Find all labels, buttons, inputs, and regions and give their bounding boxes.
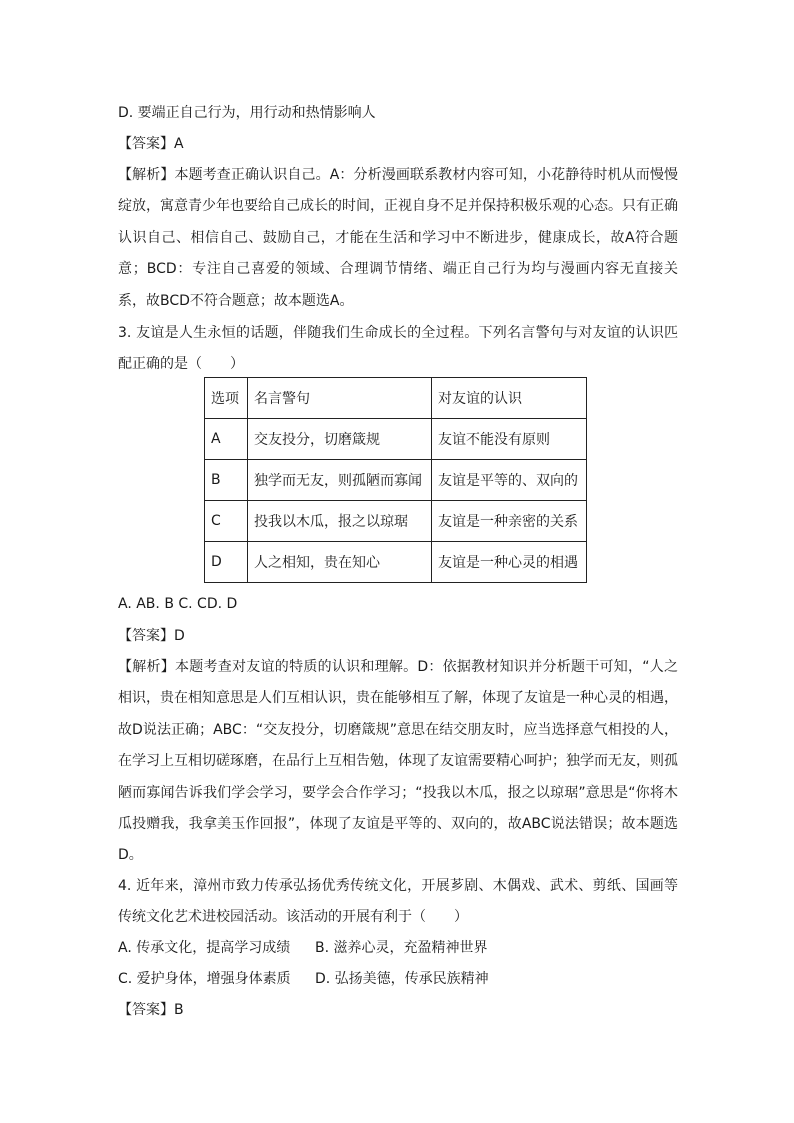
table-cell: 交友投分，切磨箴规 xyxy=(248,419,432,460)
table-cell: B xyxy=(205,460,248,501)
q3-stem: 3. 友谊是人生永恒的话题，伴随我们生命成长的全过程。下列名言警句与对友谊的认识匹配正确的是（ ） xyxy=(118,325,678,373)
q3-analysis: 【解析】本题考查对友谊的特质的认识和理解。D：依据教材知识并分析题干可知，“人之相识，贵在相知意思是人们互相认识，贵在能够相互了解，体现了友谊是一种心灵的相遇，故D说法正确；ABC：“交友投分，切磨箴规”意思在结交朋友时，应当选择意气相投的人，在学习上互相切磋琢磨，在品行上互相告勉，体现了友谊需要精心呵护；独学而无友，则孤陋而寡闻告诉我们学会学习，要学会合作学习；“投我以木瓜，报之以琼琚”意思是“你将木瓜投赠我，我拿美玉作回报”，体现了友谊是平等的、双向的，故ABC说法错误；故本题选D。 xyxy=(118,659,678,864)
q4-stem: 4. 近年来，漳州市致力传承弘扬优秀传统文化，开展芗剧、木偶戏、武术、剪纸、国画等传统文化艺术进校园活动。该活动的开展有利于（ ） xyxy=(118,878,678,926)
table-cell: C xyxy=(205,501,248,542)
table-header-row xyxy=(205,378,587,419)
q4-option-d: D. 弘扬美德，传承民族精神 xyxy=(315,971,489,987)
q4-option-c: C. 爱护身体，增强身体素质 xyxy=(118,971,291,987)
table-header-cell: 名言警句 xyxy=(248,378,432,419)
q4-option-b: B. 滋养心灵，充盈精神世界 xyxy=(315,940,488,956)
table-row xyxy=(205,501,587,542)
table-cell: D xyxy=(205,542,248,583)
q2-answer: 【答案】A xyxy=(118,136,184,152)
table-cell: 友谊是一种亲密的关系 xyxy=(432,501,587,542)
table-row xyxy=(205,419,587,460)
q3-answer: 【答案】D xyxy=(118,628,185,644)
table-cell: A xyxy=(205,419,248,460)
q2-analysis: 【解析】本题考查正确认识自己。A：分析漫画联系教材内容可知，小花静待时机从而慢慢绽放，寓意青少年也要给自己成长的时间，正视自身不足并保持积极乐观的心态。只有正确认识自己、相信自己、鼓励自己，才能在生活和学习中不断进步，健康成长，故A符合题意；BCD：专注自己喜爱的领域、合理调节情绪、端正自己行为均与漫画内容无直接关系，故BCD不符合题意；故本题选A。 xyxy=(118,167,678,309)
table-cell: 友谊是平等的、双向的 xyxy=(432,460,587,501)
q2-option-d: D. 要端正自己行为，用行动和热情影响人 xyxy=(118,105,376,121)
q3-choices: A. AB. B C. CD. D xyxy=(118,596,238,612)
table-header-cell: 对友谊的认识 xyxy=(432,378,587,419)
table-header-cell: 选项 xyxy=(205,378,248,419)
table-row xyxy=(205,542,587,583)
table-cell: 人之相知，贵在知心 xyxy=(248,542,432,583)
table-cell: 投我以木瓜，报之以琼琚 xyxy=(248,501,432,542)
table-cell: 友谊是一种心灵的相遇 xyxy=(432,542,587,583)
q4-answer: 【答案】B xyxy=(118,1002,184,1018)
table-cell: 独学而无友，则孤陋而寡闻 xyxy=(248,460,432,501)
q4-option-a: A. 传承文化，提高学习成绩 xyxy=(118,940,291,956)
friendship-table xyxy=(204,377,587,583)
table-row xyxy=(205,460,587,501)
table-cell: 友谊不能没有原则 xyxy=(432,419,587,460)
